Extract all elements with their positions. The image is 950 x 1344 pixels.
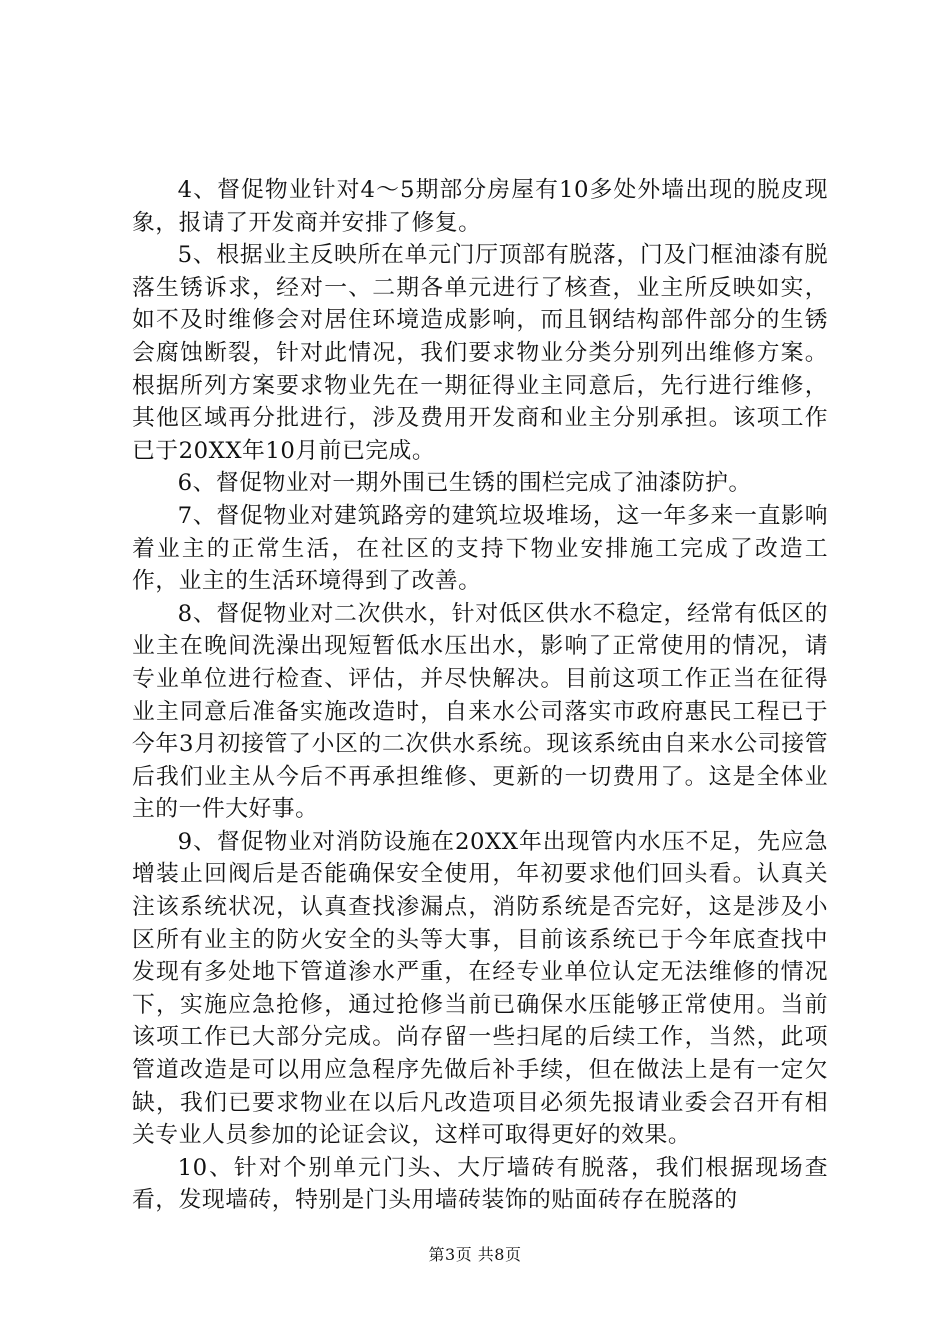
paragraph-10: 10、针对个别单元门头、大厅墙砖有脱落，我们根据现场查看，发现墙砖，特别是门头用墙砖装饰的贴面砖存在脱落的	[132, 1154, 828, 1214]
paragraph-4: 4、督促物业针对4～5期部分房屋有10多处外墙出现的脱皮现象，报请了开发商并安排了修复。	[132, 177, 828, 236]
body-text	[132, 174, 828, 1217]
page-number-footer: 第3页 共8页	[428, 1245, 522, 1264]
paragraph-5: 5、根据业主反映所在单元门厅顶部有脱落，门及门框油漆有脱落生锈诉求，经对一、二期各单元进行了核查，业主所反映如实，如不及时维修会对居住环境造成影响，而且钢结构部件部分的生锈会腐蚀断裂，针对此情况，我们要求物业分类分别列出维修方案。根据所列方案要求物业先在一期征得业主同意后，先行进行维修，其他区域再分批进行，涉及费用开发商和业主分别承担。该项工作已于20XX年10月前已完成。	[132, 242, 828, 464]
paragraph-8: 8、督促物业对二次供水，针对低区供水不稳定，经常有低区的业主在晚间洗澡出现短暂低水压出水，影响了正常使用的情况，请专业单位进行检查、评估，并尽快解决。目前这项工作正当在征得业主同意后准备实施改造时，自来水公司落实市政府惠民工程已于今年3月初接管了小区的二次供水系统。现该系统由自来水公司接管后我们业主从今后不再承担维修、更新的一切费用了。这是全体业主的一件大好事。	[132, 600, 828, 823]
paragraph-6: 6、督促物业对一期外围已生锈的围栏完成了油漆防护。	[177, 470, 752, 497]
paragraph-9: 9、督促物业对消防设施在20XX年出现管内水压不足，先应急增装止回阀后是否能确保安全使用，年初要求他们回头看。认真关注该系统状况，认真查找渗漏点，消防系统是否完好，这是涉及小区所有业主的防火安全的头等大事，目前该系统已于今年底查找中发现有多处地下管道渗水严重，在经专业单位认定无法维修的情况下，实施应急抢修，通过抢修当前已确保水压能够正常使用。当前该项工作已大部分完成。尚存留一些扫尾的后续工作，当然，此项管道改造是可以用应急程序先做后补手续，但在做法上是有一定欠缺，我们已要求物业在以后凡改造项目必须先报请业委会召开有相关专业人员参加的论证会议，这样可取得更好的效果。	[132, 828, 828, 1149]
paragraph-7: 7、督促物业对建筑路旁的建筑垃圾堆场，这一年多来一直影响着业主的正常生活，在社区的支持下物业安排施工完成了改造工作，业主的生活环境得到了改善。	[132, 502, 828, 595]
